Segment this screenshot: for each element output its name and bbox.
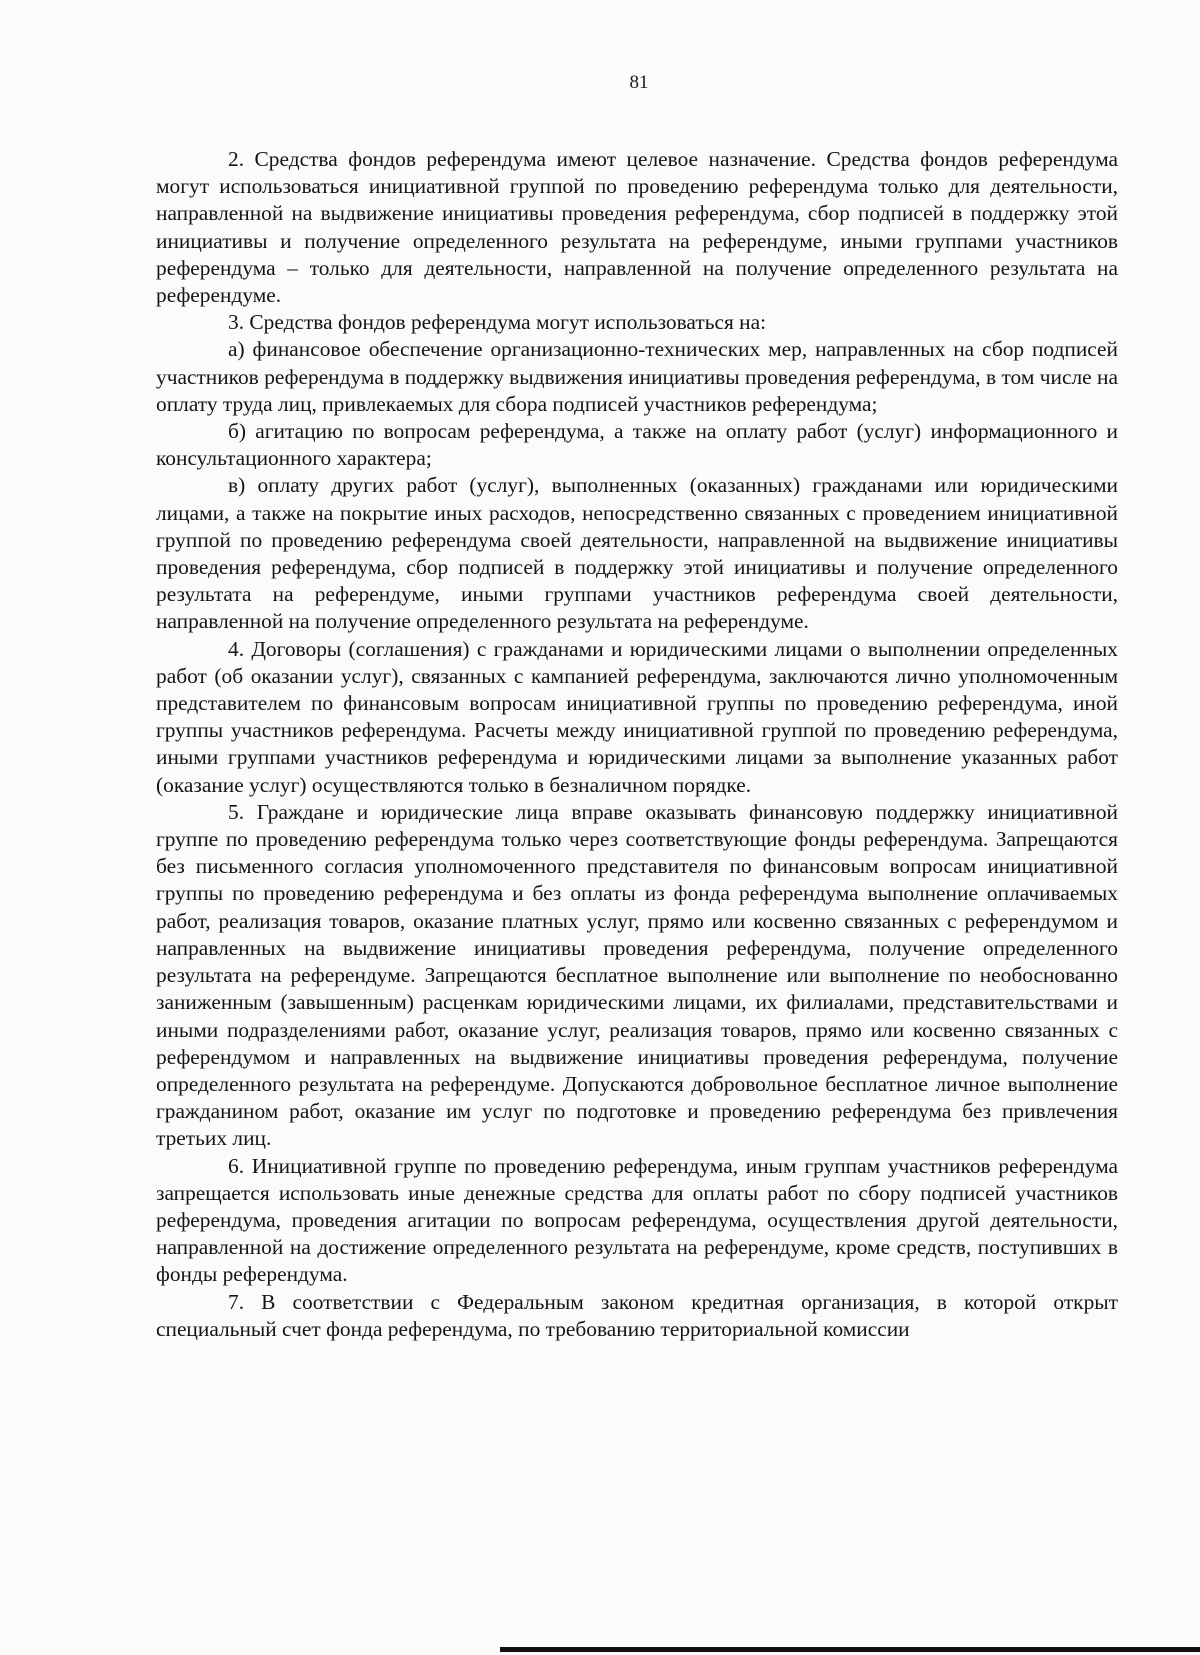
paragraph-4: 4. Договоры (соглашения) с гражданами и юридическими лицами о выполнении определенных работ (об оказании услуг), связанных с кампанией референдума, заключаются лично уполномоченным представителем по финансовым вопросам инициативной группы по проведению референдума, иной группы участников референдума. Расчеты между инициативной группой по проведению референдума, иными группами участников референдума и юридическими лицами за выполнение указанных работ (оказание услуг) осуществляются только в безналичном порядке. [156, 636, 1118, 797]
paragraph-7: 7. В соответствии с Федеральным законом кредитная организация, в которой открыт специальный счет фонда референдума, по требованию территориальной комиссии [156, 1289, 1118, 1341]
document-body [156, 146, 1118, 1343]
paragraph-3-item-a: а) финансовое обеспечение организационно-технических мер, направленных на сбор подписей участников референдума в поддержку выдвижения инициативы проведения референдума, в том числе на оплату труда лиц, привлекаемых для сбора подписей участников референдума; [156, 337, 1118, 416]
paragraph-2: 2. Средства фондов референдума имеют целевое назначение. Средства фондов референдума могут использоваться инициативной группой по проведению референдума только для деятельности, направленной на выдвижение инициативы проведения референдума, сбор подписей в поддержку этой инициативы и получение определенного результата на референдуме, иными группами участников референдума – только для деятельности, направленной на получение определенного результата на референдуме. [156, 147, 1118, 308]
scan-edge-line [500, 1647, 1200, 1652]
page-number: 81 [629, 72, 649, 93]
paragraph-6: 6. Инициативной группе по проведению референдума, иным группам участников референдума запрещается использовать иные денежные средства для оплаты работ по сбору подписей участников референдума, проведения агитации по вопросам референдума, осуществления другой деятельности, направленной на достижение определенного результата на референдуме, кроме средств, поступивших в фонды референдума. [156, 1153, 1118, 1287]
paragraph-5: 5. Граждане и юридические лица вправе оказывать финансовую поддержку инициативной группе по проведению референдума только через соответствующие фонды референдума. Запрещаются без письменного согласия уполномоченного представителя по финансовым вопросам инициативной группы по проведению референдума и без оплаты из фонда референдума выполнение оплачиваемых работ, реализация товаров, оказание платных услуг, прямо или косвенно связанных с референдумом и направленных на выдвижение инициативы проведения референдума, получение определенного результата на референдуме. Запрещаются бесплатное выполнение или выполнение по необоснованно заниженным (завышенным) расценкам юридическими лицами, их филиалами, представительствами и иными подразделениями работ, оказание услуг, реализация товаров, прямо или косвенно связанных с референдумом и направленных на выдвижение инициативы проведения референдума, получение определенного результата на референдуме. Допускаются добровольное бесплатное личное выполнение гражданином работ, оказание им услуг по подготовке и проведению референдума без привлечения третьих лиц. [156, 799, 1118, 1151]
paragraph-3-item-b: б) агитацию по вопросам референдума, а также на оплату работ (услуг) информационного и консультационного характера; [156, 419, 1118, 471]
paragraph-3: 3. Средства фондов референдума могут использоваться на: [228, 310, 767, 335]
paragraph-3-item-v: в) оплату других работ (услуг), выполненных (оказанных) гражданами или юридическими лицами, а также на покрытие иных расходов, непосредственно связанных с проведением инициативной группой по проведению референдума своей деятельности, направленной на выдвижение инициативы проведения референдума, сбор подписей в поддержку этой инициативы и получение определенного результата на референдуме, иными группами участников референдума своей деятельности, направленной на получение определенного результата на референдуме. [156, 473, 1118, 634]
